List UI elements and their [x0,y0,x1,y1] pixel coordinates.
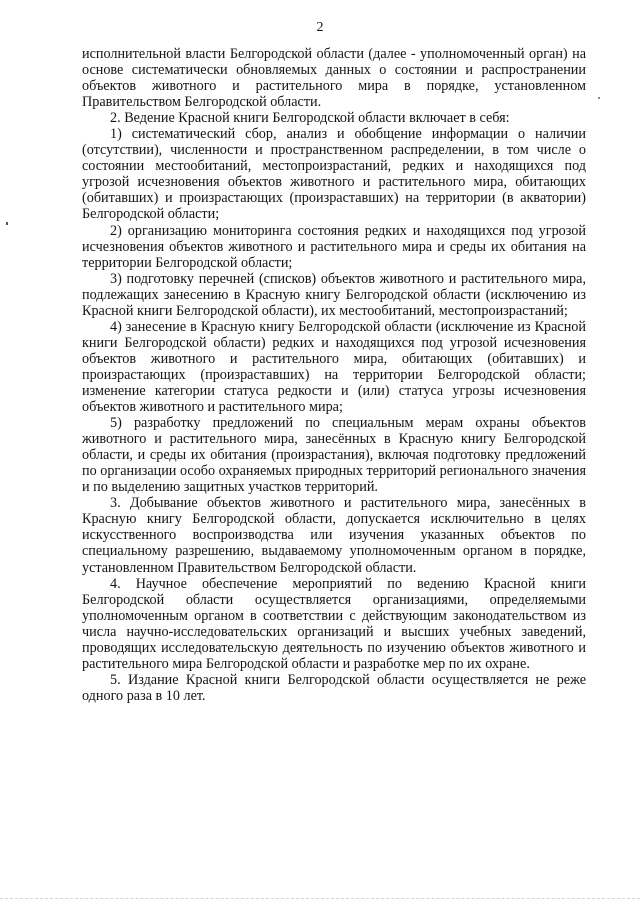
paragraph-item-4: 4) занесение в Красную книгу Белгородской области (исключение из Красной книги Белгородской области) редких и находящихся под угрозой исчезновения объектов животного и растительного мира, обитающих (обитавших) и произрастающих (произраставших) на территории Белгородской области; изменение категории статуса редкости и (или) статуса угрозы исчезновения объектов животного и растительного мира; [82,318,586,416]
paragraph-section-2: 2. Ведение Красной книги Белгородской области включает в себя: [110,110,510,127]
paragraph-section-5: 5. Издание Красной книги Белгородской области осуществляется не реже одного раза в 10 лет. [82,671,586,704]
paragraph-continuation: исполнительной власти Белгородской области (далее - уполномоченный орган) на основе систематически обновляемых данных о состоянии и распространении объектов животного и растительного мира в порядке, установленном Правительством Белгородской области. [82,46,586,111]
document-body [82,46,586,704]
paragraph-section-4: 4. Научное обеспечение мероприятий по ведению Красной книги Белгородской области осуществляется организациями, определяемыми уполномоченным органом в соответствии с действующим законодательством из числа научно-исследовательских организаций и высших учебных заведений, проводящих исследовательскую деятельность по изучению объектов животного и растительного мира Белгородской области и разработке мер по их охране. [82,575,586,672]
paragraph-item-2: 2) организацию мониторинга состояния редких и находящихся под угрозой исчезновения объектов животного и растительного мира и среды их обитания на территории Белгородской области; [82,222,586,271]
page-number: 2 [316,20,324,35]
paragraph-item-1: 1) систематический сбор, анализ и обобщение информации о наличии (отсутствии), численности и пространственном распределении, в том числе о состоянии местообитаний, местопроизрастаний, редких и находящихся под угрозой исчезновения объектов животного и растительного мира, обитающих (обитавших) и произрастающих (произраставших) на территории (в акватории) Белгородской области; [82,126,586,223]
paragraph-item-5: 5) разработку предложений по специальным мерам охраны объектов животного и растительного мира, занесённых в Красную книгу Белгородской области, и среды их обитания (произрастания), включая подготовку предложений по организации особо охраняемых природных территорий регионального значения и по выделению защитных участков территорий. [82,415,587,496]
scan-edge-marks [0,898,640,905]
scan-speck [598,97,600,99]
scan-speck [6,222,8,225]
paragraph-item-3: 3) подготовку перечней (списков) объектов животного и растительного мира, подлежащих занесению в Красную книгу Белгородской области (исключению из Красной книги Белгородской области), их местообитаний, местопроизрастаний; [82,270,586,319]
paragraph-section-3: 3. Добывание объектов животного и растительного мира, занесённых в Красную книгу Белгородской области, допускается исключительно в целях искусственного воспроизводства или изучения указанных объектов по специальному разрешению, выдаваемому уполномоченным органом в порядке, установленном Правительством Белгородской области. [82,495,586,576]
